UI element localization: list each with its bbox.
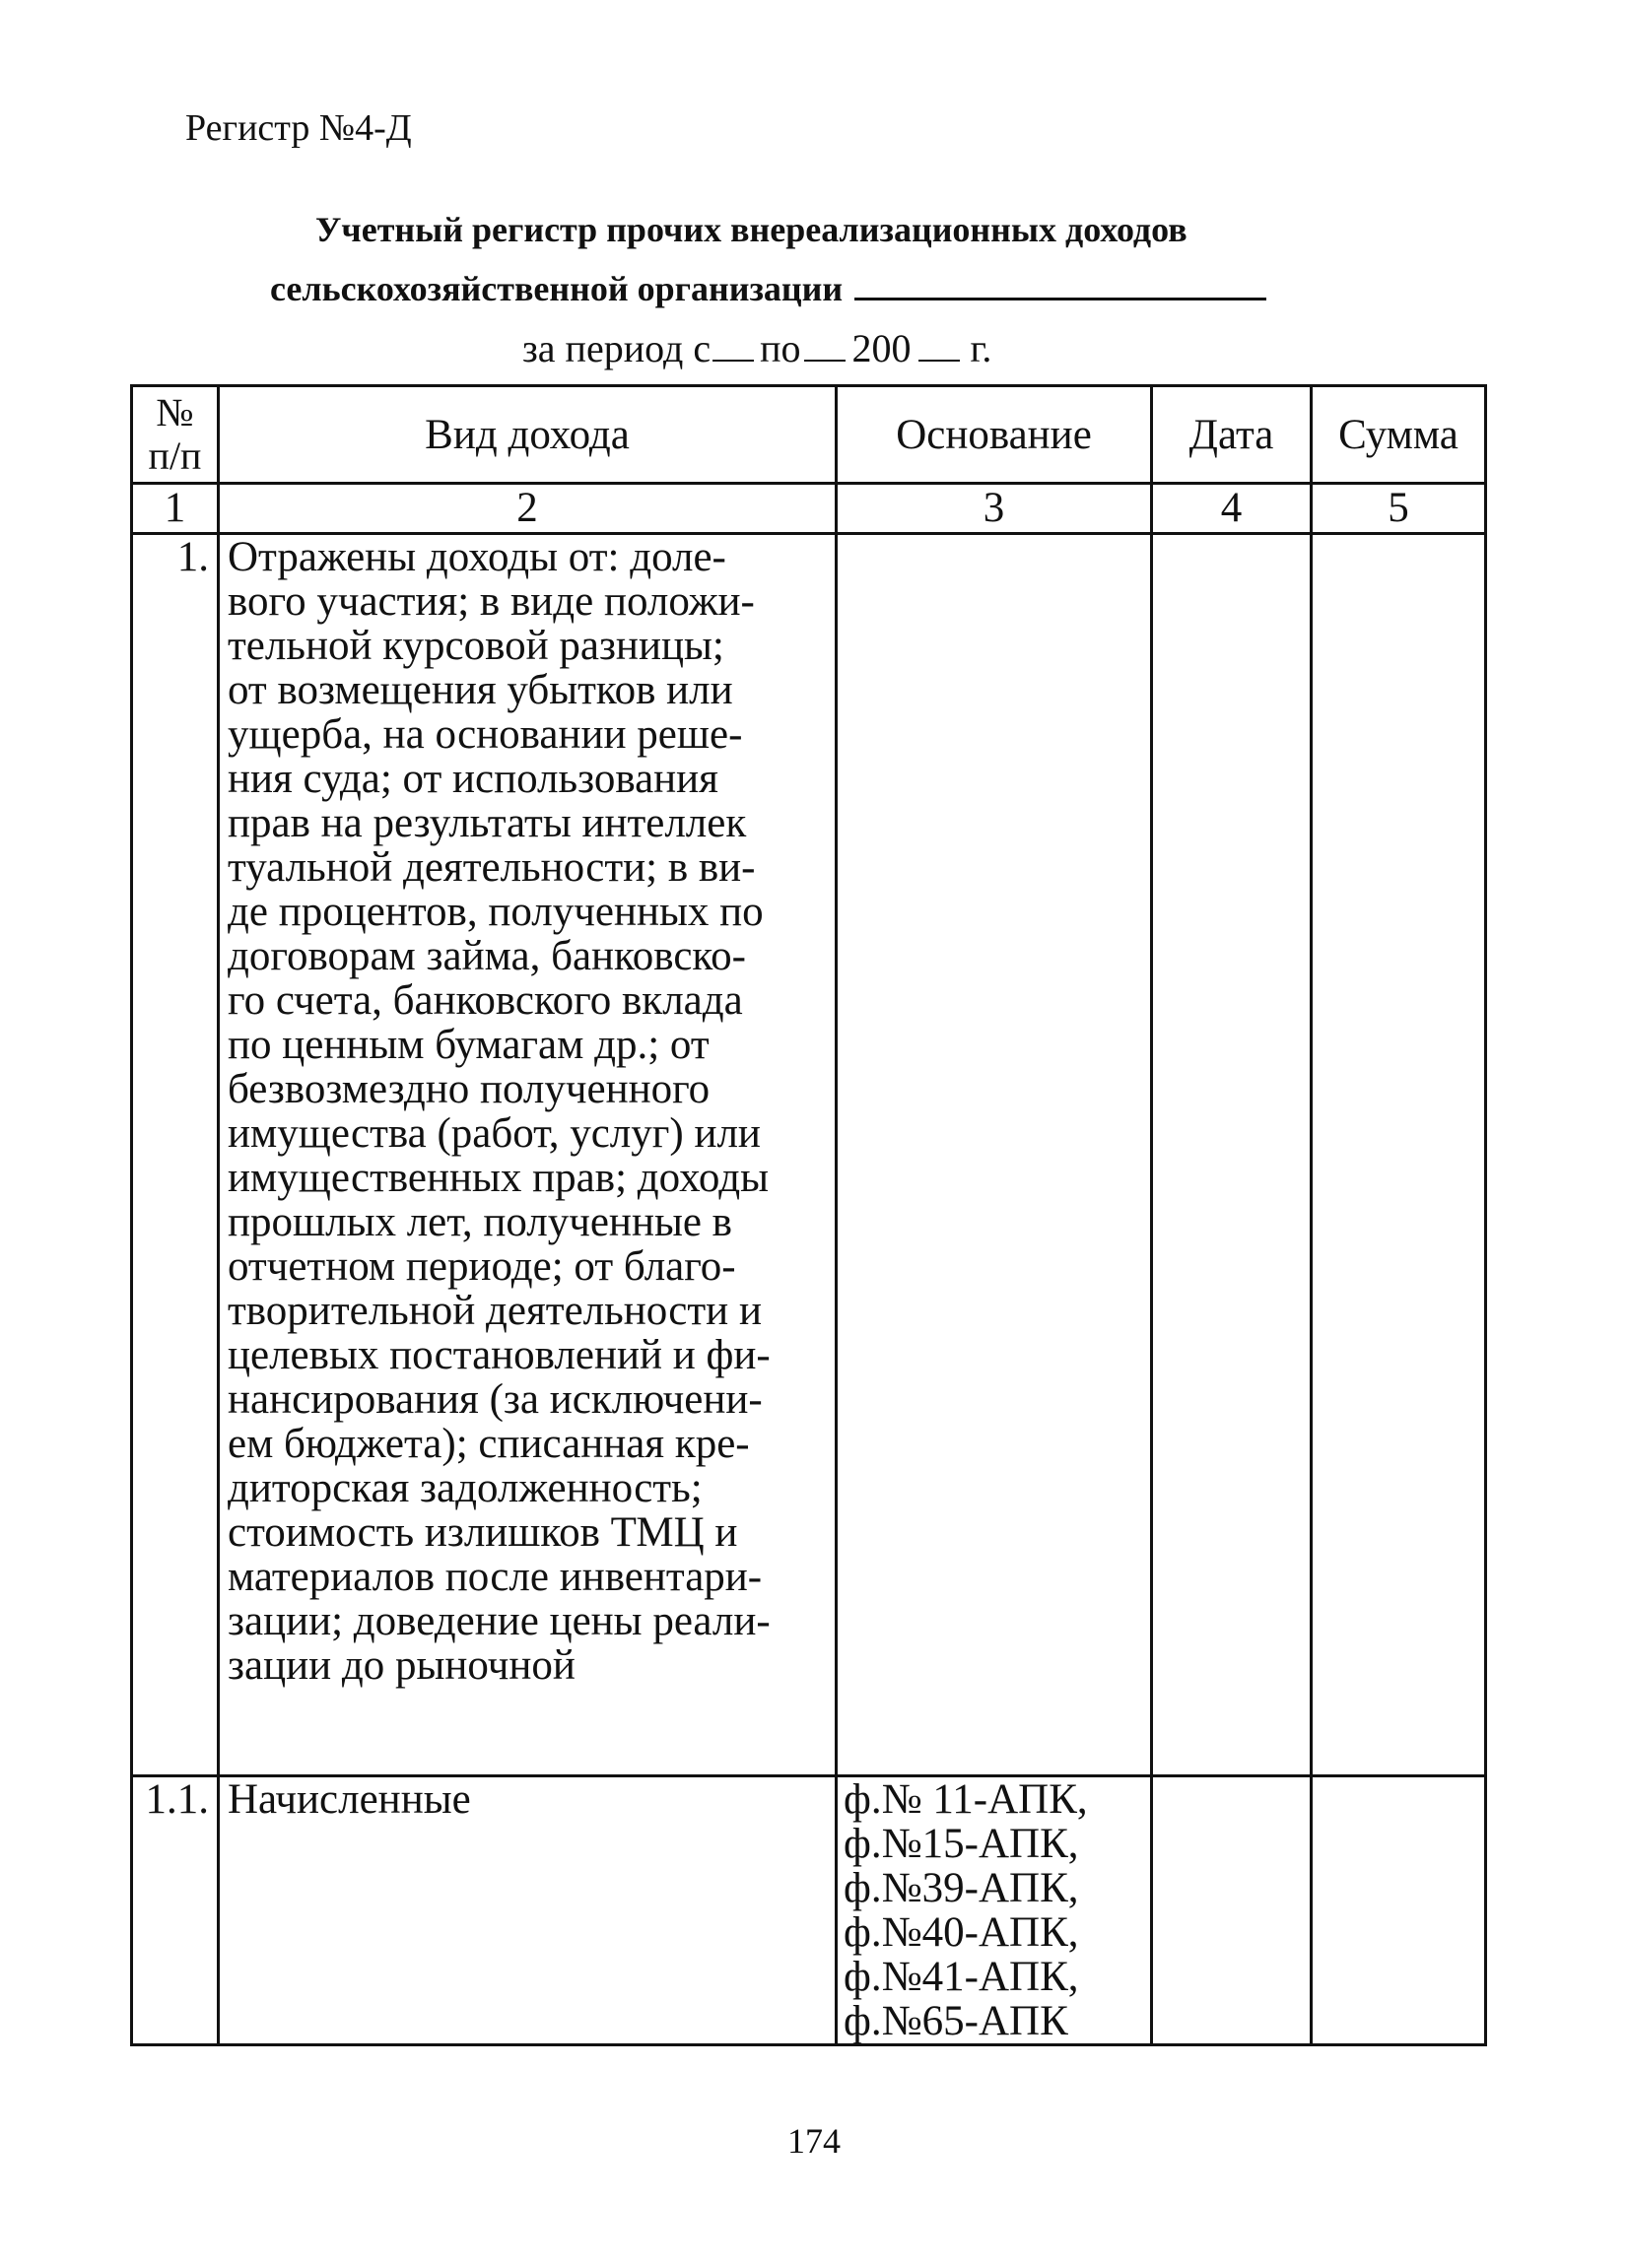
description-line: зации; доведение цены реали- [228,1598,771,1644]
basis-line: ф.№ 11-АПК, [844,1776,1088,1823]
header-row [132,386,1486,484]
header-number-line-2: п/п [148,434,202,478]
column-number: 3 [837,484,1152,534]
table-row [132,1776,1486,2045]
column-number: 2 [219,484,837,534]
period-suffix: г. [970,326,992,370]
row-description [219,534,837,1776]
description-line: ния суда; от использования [228,756,718,802]
organization-name-blank[interactable] [854,268,1266,300]
description-line: творительной деятельности и [228,1288,762,1334]
description-line: де процентов, полученных по [228,889,764,935]
header-income-type: Вид дохода [219,386,837,484]
row-amount-cell[interactable] [1312,1776,1486,2045]
description-line: вого участия; в виде положи- [228,578,755,625]
period-line [522,325,991,371]
description-line: диторская задолженность; [228,1465,703,1511]
description-line: по ценным бумагам др.; от [228,1022,710,1068]
description-line: безвозмездно полученного [228,1066,711,1112]
description-line: целевых постановлений и фи- [228,1332,771,1378]
basis-line: ф.№65-АПК [844,1998,1068,2044]
row-basis-cell[interactable] [837,534,1152,1776]
basis-line: ф.№41-АПК, [844,1954,1079,2000]
period-start-blank[interactable] [712,330,754,362]
basis-line: ф.№40-АПК, [844,1909,1079,1956]
description-line: от возмещения убытков или [228,667,733,713]
page-number: 174 [787,2121,841,2161]
description-line: отчетном периоде; от благо- [228,1243,736,1290]
header-basis: Основание [837,386,1152,484]
description-line: Начисленные [228,1776,471,1823]
description-line: материалов после инвентари- [228,1554,763,1600]
basis-line: ф.№39-АПК, [844,1865,1079,1911]
description-line: прошлых лет, полученные в [228,1199,732,1245]
column-number: 1 [132,484,219,534]
description-line: прав на результаты интеллек [228,800,747,846]
period-end-blank[interactable] [804,330,846,362]
row-date-cell[interactable] [1152,534,1312,1776]
row-basis-cell[interactable] [837,1776,1152,2045]
column-number: 4 [1152,484,1312,534]
description-line: имущественных прав; доходы [228,1155,769,1201]
description-line: Отражены доходы от: доле- [228,534,726,580]
column-number-row [132,484,1486,534]
description-line: имущества (работ, услуг) или [228,1110,761,1157]
period-to-label: по [760,326,801,370]
header-number-line-1: № [156,390,194,434]
register-label: Регистр №4-Д [185,107,412,149]
description-line: договорам займа, банковско- [228,933,746,979]
document-title-line-2 [270,268,1266,309]
period-year-label: 200 [851,326,912,370]
table-row [132,534,1486,1776]
column-number: 5 [1312,484,1486,534]
description-line: туальной деятельности; в ви- [228,844,756,891]
header-number [132,386,219,484]
header-date: Дата [1152,386,1312,484]
row-number: 1.1. [132,1776,219,2045]
description-line: тельной курсовой разницы; [228,623,724,669]
row-date-cell[interactable] [1152,1776,1312,2045]
header-amount: Сумма [1312,386,1486,484]
description-line: нансирования (за исключени- [228,1376,763,1423]
period-prefix: за период с [522,326,712,370]
description-line: ущерба, на основании реше- [228,711,743,758]
description-line: ем бюджета); списанная кре- [228,1421,750,1467]
period-year-blank[interactable] [918,330,960,362]
description-line: зации до рыночной [228,1642,576,1689]
title-organization-label: сельскохозяйственной организации [270,269,844,308]
row-description [219,1776,837,2045]
register-table [130,384,1487,2046]
row-amount-cell[interactable] [1312,534,1486,1776]
row-number: 1. [132,534,219,1776]
description-line: го счета, банковского вклада [228,977,743,1024]
description-line: стоимость излишков ТМЦ и [228,1509,738,1556]
basis-line: ф.№15-АПК, [844,1821,1079,1867]
document-title-line-1: Учетный регистр прочих внереализационных доходов [315,210,1187,249]
